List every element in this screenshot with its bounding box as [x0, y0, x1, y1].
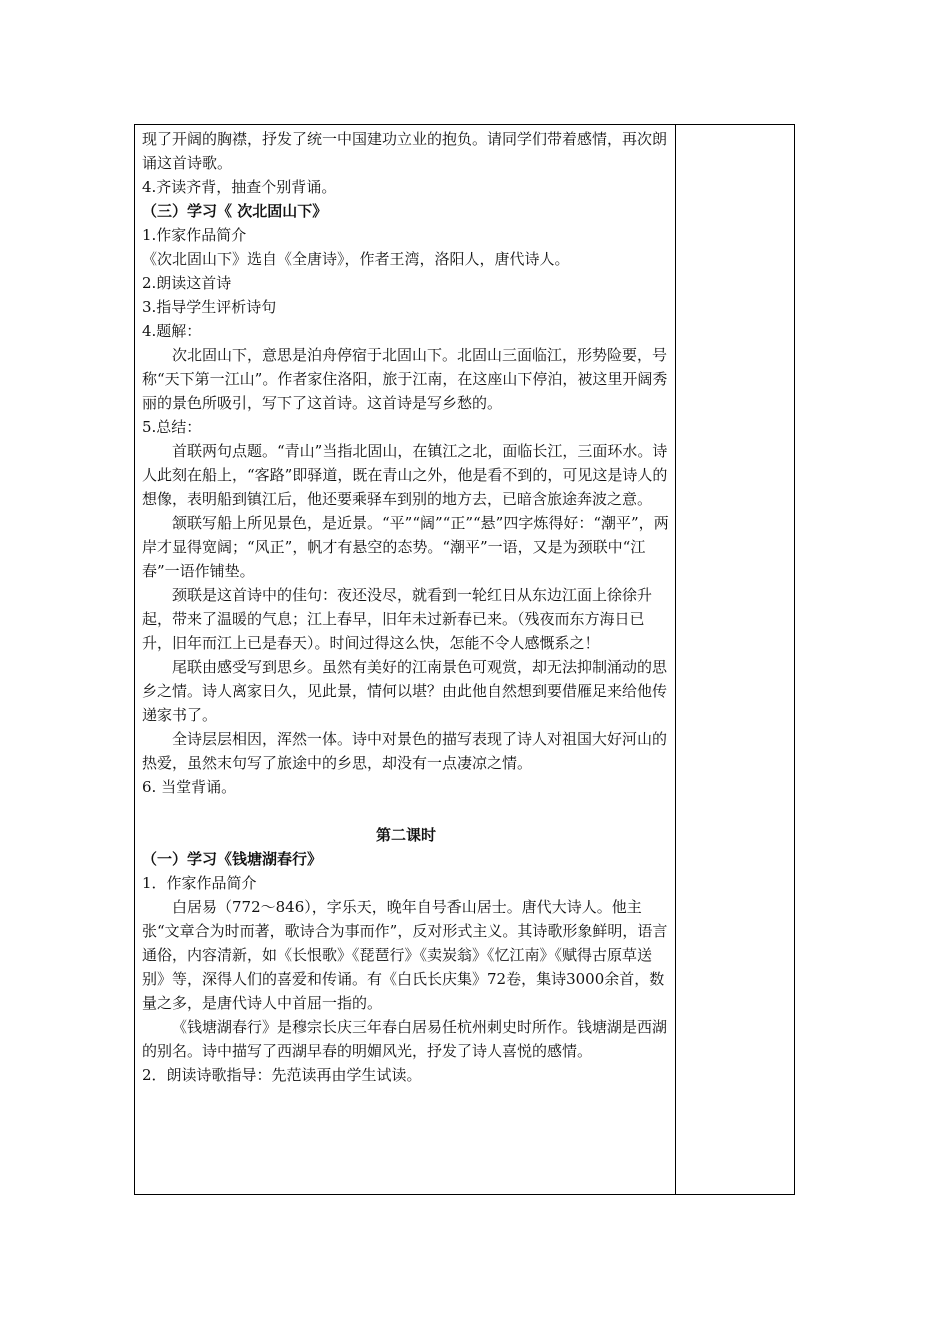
blank-line — [142, 799, 670, 823]
summary-whole-poem: 全诗层层相因，浑然一体。诗中对景色的描写表现了诗人对祖国大好河山的热爱，虽然末句写了旅途中的乡思，却没有一点凄凉之情。 — [142, 730, 668, 772]
lesson-plan-table — [134, 124, 795, 1195]
qiantanghu-intro: 《钱塘湖春行》是穆宗长庆三年春白居易任杭州刺史时所作。钱塘湖是西湖的别名。诗中描写了西湖早春的明媚风光，抒发了诗人喜悦的感情。 — [142, 1018, 668, 1060]
title-explanation-text: 次北固山下，意思是泊舟停宿于北固山下。北固山三面临江，形势险要，号称“天下第一江山”。作者家住洛阳，旅于江南，在这座山下停泊，被这里开阔秀丽的景色所吸引，写下了这首诗。这首诗是写乡愁的。 — [142, 346, 668, 412]
item-author-intro: 1.作家作品简介 — [142, 226, 247, 244]
section-heading-qiantanghu: （一）学习《钱塘湖春行》 — [142, 850, 323, 868]
item-analyze-lines: 3.指导学生评析诗句 — [142, 298, 277, 316]
section-heading-cibeigushan: （三）学习《 次北固山下》 — [142, 202, 328, 220]
step-recite: 4.齐读齐背，抽查个别背诵。 — [142, 178, 337, 196]
right-empty-cell — [676, 125, 794, 1194]
summary-hanlian: 颔联写船上所见景色，是近景。“平”“阔”“正”“悬”四字炼得好：“潮平”，两岸才显得宽阔；“风正”，帆才有悬空的态势。“潮平”一语，又是为颈联中“江春”一语作铺垫。 — [142, 514, 669, 580]
lesson-two-heading: 第二课时 — [375, 826, 436, 844]
item-read-poem: 2.朗读这首诗 — [142, 274, 232, 292]
paragraph-continuation: 现了开阔的胸襟，抒发了统一中国建功立业的抱负。请同学们带着感情，再次朗诵这首诗歌。 — [142, 130, 668, 172]
summary-shoulian: 首联两句点题。“青山”当指北固山，在镇江之北，面临长江，三面环水。诗人此刻在船上，“客路”即驿道，既在青山之外，他是看不到的，可见这是诗人的想像，表明船到镇江后，他还要乘驿车到别的地方去，已暗含旅途奔波之意。 — [142, 442, 668, 508]
item-author-intro-2: 1．作家作品简介 — [142, 874, 257, 892]
item-recite-in-class: 6. 当堂背诵。 — [142, 778, 237, 796]
author-intro-text: 《次北固山下》选自《全唐诗》，作者王湾，洛阳人，唐代诗人。 — [142, 250, 570, 268]
summary-jinglian: 颈联是这首诗中的佳句：夜还没尽，就看到一轮红日从东边江面上徐徐升起，带来了温暖的气息；江上春早，旧年未过新春已来。（残夜而东方海日已升，旧年而江上已是春天）。时间过得这么快，怎能不令人感慨系之！ — [142, 586, 653, 652]
bai-juyi-intro: 白居易（772～846），字乐天，晚年自号香山居士。唐代大诗人。他主张“文章合为时而著，歌诗合为事而作”，反对形式主义。其诗歌形象鲜明，语言通俗，内容清新，如《长恨歌》《琵琶行》《卖炭翁》《忆江南》《赋得古原草送别》等，深得人们的喜爱和传诵。有《白氏长庆集》72卷，集诗3000余首，数量之多，是唐代诗人中首屈一指的。 — [142, 898, 668, 1012]
item-reading-guidance: 2．朗读诗歌指导：先范读再由学生试读。 — [142, 1066, 422, 1084]
item-title-explanation: 4.题解： — [142, 322, 202, 340]
summary-weilian: 尾联由感受写到思乡。虽然有美好的江南景色可观赏，却无法抑制涌动的思乡之情。诗人离家日久，见此景，情何以堪？由此他自然想到要借雁足来给他传递家书了。 — [142, 658, 668, 724]
item-summary: 5.总结： — [142, 418, 202, 436]
left-content-cell — [142, 127, 670, 1087]
